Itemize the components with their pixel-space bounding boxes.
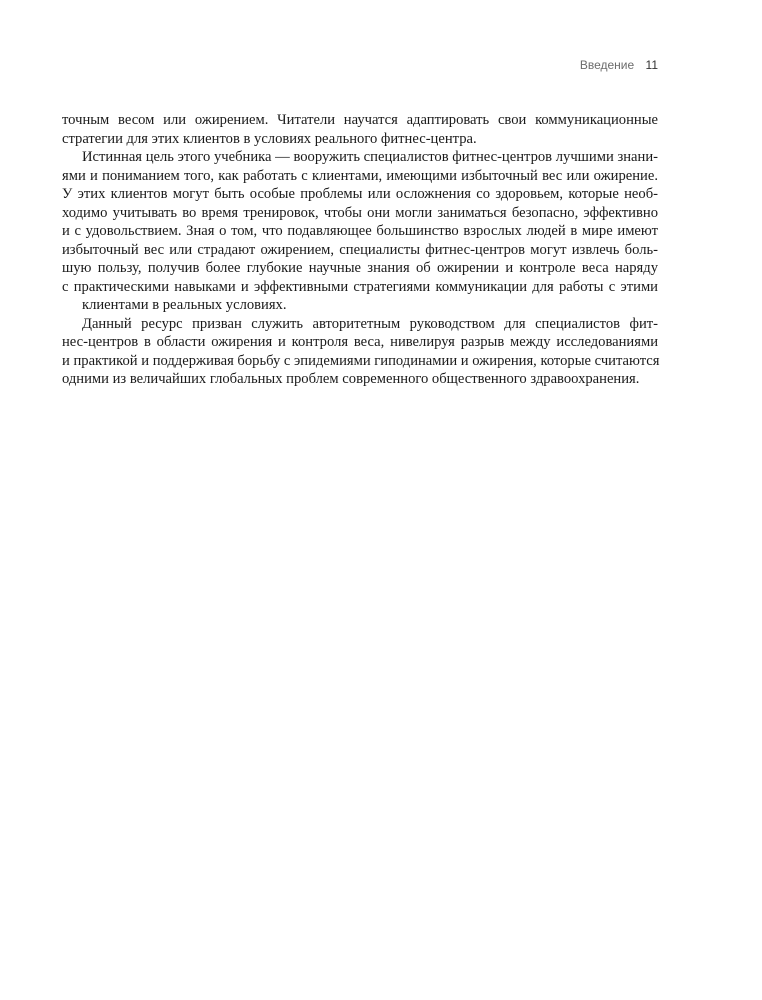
text-line: с практическими навыками и эффективными стратегиями коммуникации для работы с этими (62, 278, 658, 295)
page-number: 11 (645, 58, 658, 72)
text-line: и с удовольствием. Зная о том, что подавляющее большинство взрослых людей в мире имеют (62, 223, 658, 239)
paragraph (62, 315, 658, 389)
text-line: и практикой и поддерживая борьбу с эпидемиями гиподинамии и ожирения, которые считаются (62, 352, 660, 369)
text-line: Истинная цель этого учебника — вооружить специалистов фитнес-центров лучшими знани- (82, 149, 658, 165)
text-line: У этих клиентов могут быть особые проблемы или осложнения со здоровьем, которые необ- (62, 186, 658, 202)
text-line: одними из величайших глобальных проблем современного общественного здравоохранения. (62, 371, 640, 387)
text-line: ходимо учитывать во время тренировок, чтобы они могли заниматься безопасно, эффективно (62, 204, 658, 221)
paragraph (62, 148, 658, 315)
text-line: клиентами в реальных условиях. (82, 297, 287, 313)
text-line: нес-центров в области ожирения и контроля веса, нивелируя разрыв между исследованиями (62, 334, 658, 350)
text-line: избыточный вес или страдают ожирением, специалисты фитнес-центров могут извлечь боль- (62, 241, 658, 258)
text-line: точным весом или ожирением. Читатели научатся адаптировать свои коммуникационные (62, 112, 658, 128)
text-line: Данный ресурс призван служить авторитетным руководством для специалистов фит- (82, 315, 658, 332)
running-header (580, 58, 658, 72)
paragraph-continuation (62, 111, 658, 148)
section-title: Введение (579, 58, 635, 72)
text-line: ями и пониманием того, как работать с клиентами, имеющими избыточный вес или ожирение. (62, 167, 658, 184)
body-text (62, 111, 658, 389)
text-line: стратегии для этих клиентов в условиях реального фитнес-центра. (62, 130, 477, 147)
text-line: шую пользу, получив более глубокие научные знания об ожирении и контроле веса наряду (62, 260, 658, 276)
